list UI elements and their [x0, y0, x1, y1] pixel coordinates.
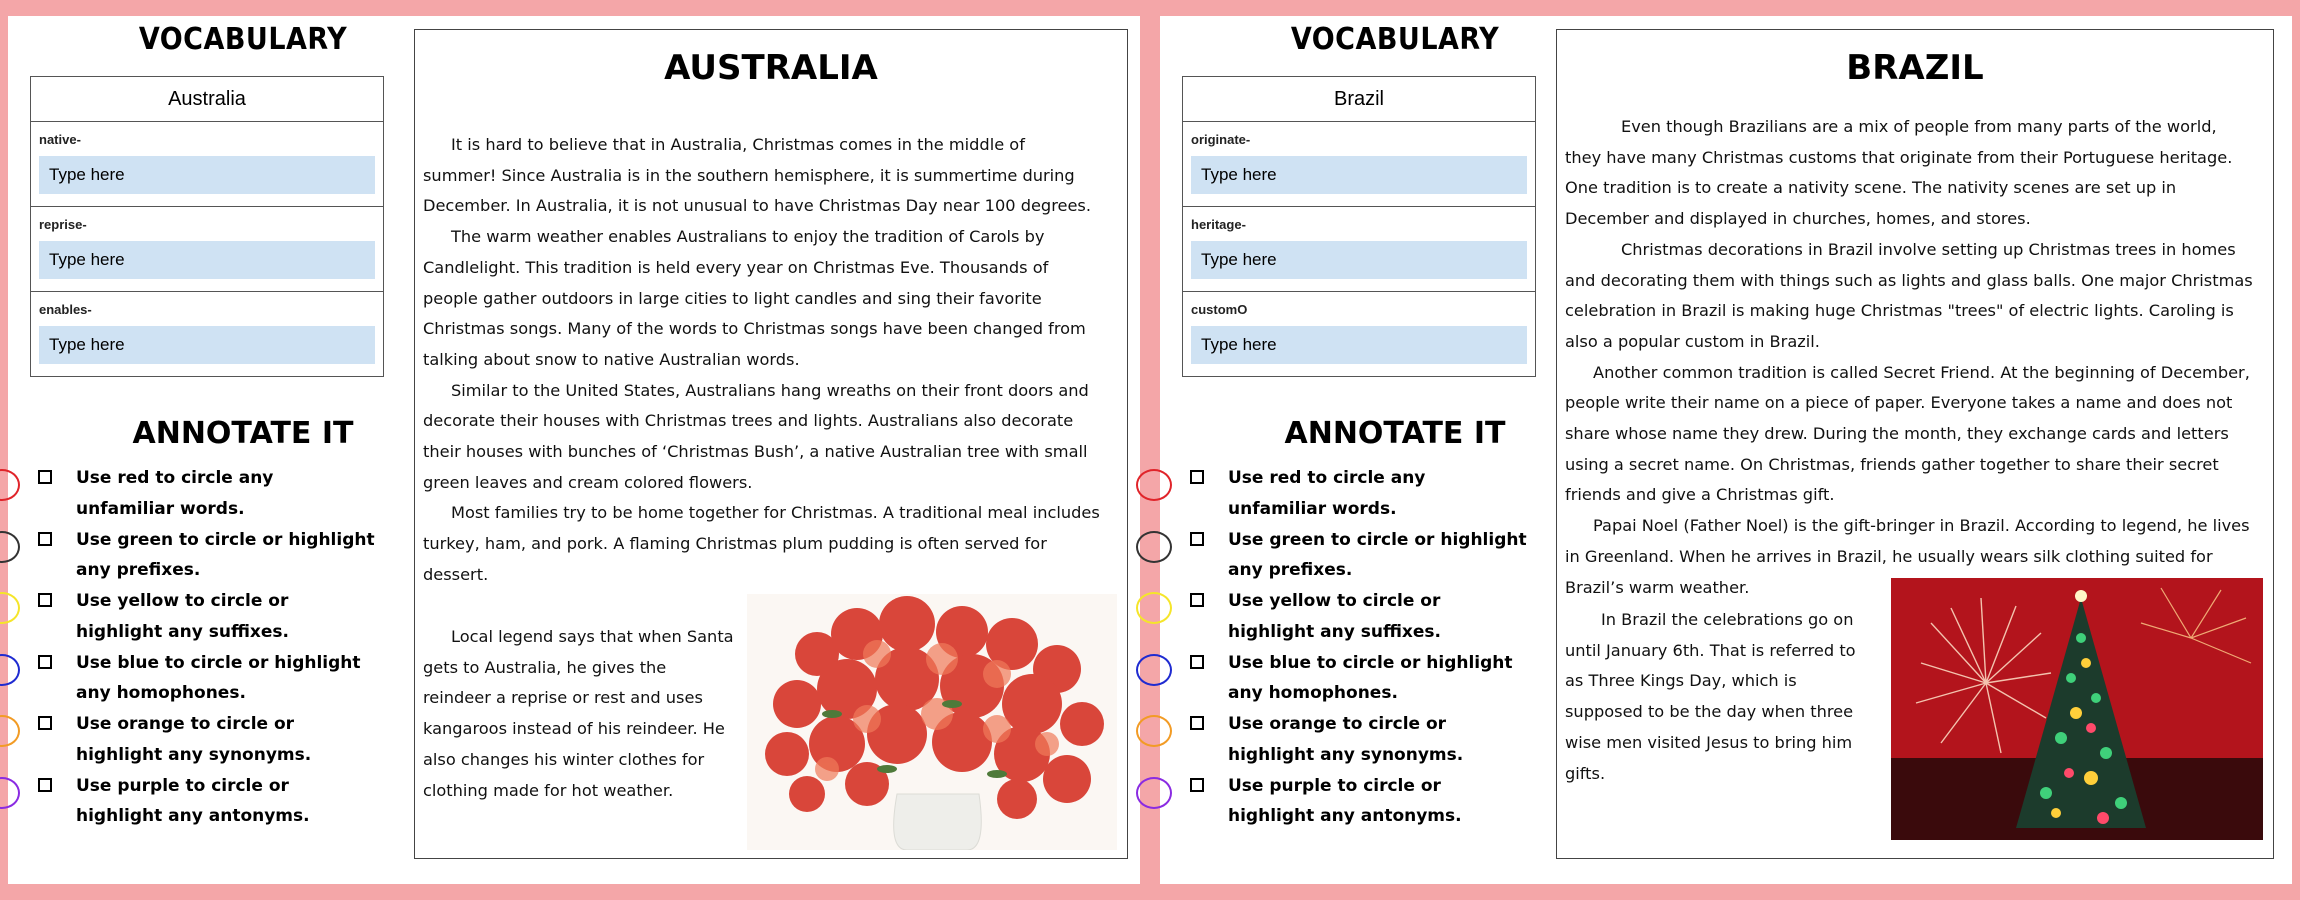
- purple-circle-icon: [0, 777, 20, 809]
- checkbox[interactable]: [38, 532, 52, 546]
- annotate-title: ANNOTATE IT: [132, 416, 354, 451]
- yellow-circle-icon: [0, 592, 20, 624]
- vocab-row: [1183, 292, 1535, 376]
- story-paragraph: The warm weather enables Australians to enjoy the tradition of Carols by Candlelight. This tradition is held every year on Christmas Eve. Thousands of people gather outdoors in large cities to light candles and sing their favorite Christmas songs. Many of the words to Christmas songs have been changed from talking about snow to native Australian words.: [423, 227, 1086, 369]
- annotate-item: [1160, 460, 1560, 522]
- story-paragraph: Similar to the United States, Australians hang wreaths on their front doors and decorate their houses with Christmas trees and lights. Australians also decorate their houses with bunches of ‘Christmas Bush’, a native Australian tree with small green leaves and cream colored flowers.: [423, 380, 1089, 492]
- blue-circle-icon: [0, 654, 20, 686]
- green-circle-icon: [1136, 531, 1172, 563]
- story-paragraph: In Brazil the celebrations go on until January 6th. That is referred to as Three Kings Day, which is supposed to be the day when three wise men visited Jesus to bring him gifts.: [1565, 610, 1856, 783]
- purple-circle-icon: [1136, 777, 1172, 809]
- annotate-item: [1160, 645, 1560, 707]
- annotate-item: [1160, 583, 1560, 645]
- checkbox[interactable]: [1190, 593, 1204, 607]
- checkbox[interactable]: [38, 470, 52, 484]
- checkbox[interactable]: [1190, 778, 1204, 792]
- green-circle-icon: [0, 531, 20, 563]
- annotate-title: ANNOTATE IT: [1284, 416, 1506, 451]
- annotate-text: Use blue to circle or highlight any homophones.: [1228, 652, 1513, 703]
- annotate-item: [8, 460, 408, 522]
- vocabulary-table: [1182, 76, 1536, 377]
- story-paragraph: Most families try to be home together for Christmas. A traditional meal includes turkey, ham, and pork. A flaming Christmas plum pudding is often served for dessert.: [423, 503, 1100, 584]
- vocabulary-title: VOCABULARY: [1290, 22, 1500, 57]
- red-circle-icon: [0, 469, 20, 501]
- annotate-text: Use blue to circle or highlight any homophones.: [76, 652, 361, 703]
- story-box: [1556, 29, 2274, 859]
- vocab-row: [31, 207, 383, 292]
- vocab-word: enables-: [39, 302, 92, 317]
- vocab-row: [31, 292, 383, 376]
- checkbox[interactable]: [38, 778, 52, 792]
- vocab-input[interactable]: Type here: [39, 241, 375, 279]
- vocab-input[interactable]: Type here: [1191, 156, 1527, 194]
- vocab-word: native-: [39, 132, 81, 147]
- story-paragraph: Christmas decorations in Brazil involve setting up Christmas trees in homes and decorating them with things such as lights and glass balls. One major Christmas celebration in Brazil is making huge Christmas "trees" of electric lights. Caroling is also a popular custom in Brazil.: [1565, 239, 2253, 351]
- annotate-item: [1160, 768, 1560, 830]
- vocab-word: customO: [1191, 302, 1248, 317]
- vocab-input[interactable]: Type here: [1191, 241, 1527, 279]
- vocab-word: originate-: [1191, 132, 1251, 147]
- story-title: AUSTRALIA: [664, 48, 878, 88]
- vocab-row: [1183, 207, 1535, 292]
- annotate-text: Use green to circle or highlight any prefixes.: [1228, 529, 1527, 580]
- annotate-item: [1160, 522, 1560, 584]
- vocab-word: reprise-: [39, 217, 87, 232]
- vocab-input[interactable]: Type here: [39, 326, 375, 364]
- annotate-text: Use orange to circle or highlight any synonyms.: [1228, 714, 1464, 765]
- australia-worksheet: [8, 16, 1140, 884]
- checkbox[interactable]: [1190, 655, 1204, 669]
- christmas-tree-fireworks-photo: [1891, 578, 2263, 840]
- annotate-text: Use purple to circle or highlight any antonyms.: [76, 775, 310, 826]
- annotate-item: [8, 706, 408, 768]
- christmas-bush-photo: [747, 594, 1117, 850]
- annotate-item: [1160, 706, 1560, 768]
- story-title: BRAZIL: [1846, 48, 1984, 88]
- story-box: [414, 29, 1128, 859]
- annotate-list: [8, 460, 408, 829]
- annotate-item: [8, 522, 408, 584]
- annotate-text: Use green to circle or highlight any prefixes.: [76, 529, 375, 580]
- blue-circle-icon: [1136, 654, 1172, 686]
- vocabulary-header: Brazil: [1183, 77, 1535, 122]
- annotate-text: Use yellow to circle or highlight any suffixes.: [76, 591, 289, 642]
- annotate-text: Use yellow to circle or highlight any suffixes.: [1228, 591, 1441, 642]
- checkbox[interactable]: [38, 593, 52, 607]
- annotate-item: [8, 645, 408, 707]
- orange-circle-icon: [1136, 715, 1172, 747]
- brazil-worksheet: [1160, 16, 2292, 884]
- checkbox[interactable]: [38, 716, 52, 730]
- annotate-text: Use red to circle any unfamiliar words.: [76, 468, 274, 519]
- vocab-input[interactable]: Type here: [39, 156, 375, 194]
- vocab-input[interactable]: Type here: [1191, 326, 1527, 364]
- vocabulary-table: [30, 76, 384, 377]
- checkbox[interactable]: [38, 655, 52, 669]
- vocab-word: heritage-: [1191, 217, 1246, 232]
- vocabulary-title: VOCABULARY: [138, 22, 348, 57]
- vocab-row: [31, 122, 383, 207]
- vocab-row: [1183, 122, 1535, 207]
- story-paragraph: It is hard to believe that in Australia, Christmas comes in the middle of summer! Since Australia is in the southern hemisphere, it is summertime during December. In Australia, it is not unusual to have Christmas Day near 100 degrees.: [423, 135, 1091, 216]
- orange-circle-icon: [0, 715, 20, 747]
- story-body: [1565, 112, 2255, 603]
- vocabulary-header: Australia: [31, 77, 383, 122]
- checkbox[interactable]: [1190, 716, 1204, 730]
- story-body: [423, 130, 1103, 591]
- annotate-list: [1160, 460, 1560, 829]
- story-paragraph: Local legend says that when Santa gets to Australia, he gives the reindeer a reprise or rest and uses kangaroos instead of his reindeer. He also changes his winter clothes for clothing made for hot weather.: [423, 627, 734, 800]
- annotate-item: [8, 768, 408, 830]
- red-circle-icon: [1136, 469, 1172, 501]
- checkbox[interactable]: [1190, 470, 1204, 484]
- story-paragraph: Papai Noel (Father Noel) is the gift-bringer in Brazil. According to legend, he lives in Greenland. When he arrives in Brazil, he usually wears silk clothing suited for Brazil’s warm weather.: [1565, 516, 2250, 597]
- annotate-text: Use red to circle any unfamiliar words.: [1228, 468, 1426, 519]
- story-paragraph: Another common tradition is called Secret Friend. At the beginning of December, people write their name on a piece of paper. Everyone takes a name and does not share whose name they drew. During the month, they exchange cards and letters using a secret name. On Christmas, friends gather together to share their secret friends and give a Christmas gift.: [1565, 362, 2250, 505]
- annotate-text: Use orange to circle or highlight any synonyms.: [76, 714, 312, 765]
- annotate-item: [8, 583, 408, 645]
- yellow-circle-icon: [1136, 592, 1172, 624]
- checkbox[interactable]: [1190, 532, 1204, 546]
- story-paragraph: Even though Brazilians are a mix of people from many parts of the world, they have many Christmas customs that originate from their Portuguese heritage. One tradition is to create a nativity scene. The nativity scenes are set up in December and displayed in churches, homes, and stores.: [1565, 117, 2233, 229]
- annotate-text: Use purple to circle or highlight any antonyms.: [1228, 775, 1462, 826]
